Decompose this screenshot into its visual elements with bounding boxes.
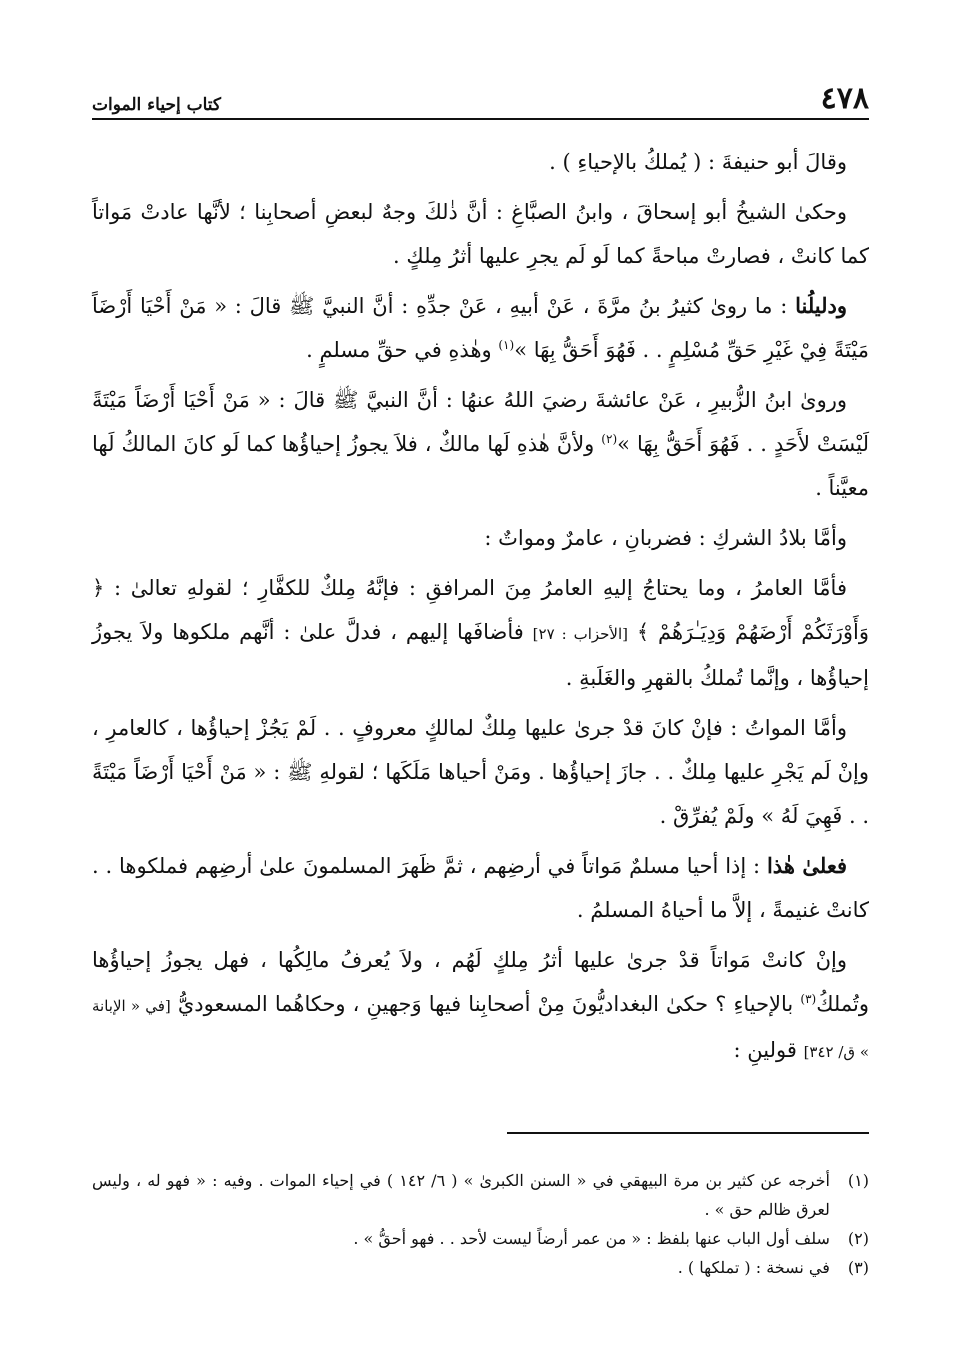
page-header <box>92 80 869 120</box>
footnote-ref: (١) <box>498 338 515 352</box>
footnote-number: (١) <box>847 1171 869 1190</box>
footnote-text: سلف أول الباب عنها بلفظ : « من عمر أرضاً ليست لأحد . . فهو أحقُّ » . <box>353 1229 830 1248</box>
footnote-divider <box>507 1132 869 1134</box>
footnote-ref: (٢) <box>601 432 618 446</box>
footnote <box>92 1224 869 1253</box>
footnote <box>92 1166 869 1224</box>
paragraph: فعلىٰ هٰذا : إذا أحيا مسلمٌ مَواتاً في أرضِهم ، ثمَّ ظَهرَ المسلمونَ علىٰ أرضِهم فملكوها . . كانتْ غنيمةً ، إلاَّ ما أحياهُ المسلمُ . <box>92 853 869 922</box>
editor-bracket: [في « الإبانة » ق/ ٣٤٢] <box>92 997 869 1061</box>
page-number: ٤٧٨ <box>820 81 869 116</box>
paragraph: وأمَّا بلادُ الشركِ : فضربانِ ، عامرٌ ومواتٌ : <box>484 526 847 550</box>
footnote-text: أخرجه عن كثير بن مرة البيهقي في « السنن الكبرىٰ » ( ٦/ ١٤٢ ) في إحياء الموات . وفيه : « فهو له ، وليس لعرق ظالم حق » . <box>92 1171 830 1219</box>
paragraph: وروىٰ ابنُ الزُّبيرِ ، عَنْ عائشةَ رضيَ اللهُ عنهُا : أنَّ النبيَّ ﷺ قالَ : « مَنْ أَحْيَا أَرْضَاً مَيْتَةً لَيْسَتْ لأَحَدٍ . . فَهُوَ أَحَقُّ بِهَا »$^{(٢)}$ ولأنَّ هٰذهِ لَها مالكٌ ، فلاَ يجوزُ إحياؤُها كما لَو كانَ المالكُ لَها معيَّناً . <box>92 388 869 500</box>
bold-lead: ودليلُنا <box>795 293 847 318</box>
footnote-number: (٢) <box>847 1229 869 1248</box>
paragraph: ودليلُنا : ما روىٰ كثيرُ بنُ مرَّةَ ، عَنْ أبيهِ ، عَنْ جدِّهِ : أنَّ النبيَّ ﷺ قالَ : « مَنْ أَحْيَا أَرْضَاً مَيْتَةً فِيْ غَيْرِ حَقِّ مُسْلِمٍ . . فَهُوَ أَحَقُّ بِهَا »$^{(١)}$ وهٰذهِ في حقِّ مسلمٍ . <box>92 293 869 362</box>
footnote-ref: (٣) <box>800 992 817 1006</box>
paragraph: وإنْ كانتْ مَواتاً قدْ جرىٰ عليها أثرُ مِلكٍ لَهُم ، ولاَ يُعرفُ مالِكُها ، فهل يجوزُ إحياؤُها وتُملكُ$^{(٣)}$ بالإحياءِ ؟ حكىٰ البغداديُّونَ مِنْ أصحابِنا فيها وَجهينِ ، وحكاهُما المسعوديُّ [في « الإبانة » ق/ ٣٤٢] قولينِ : <box>92 948 869 1062</box>
main-text <box>92 140 869 1080</box>
bold-lead: فعلىٰ هٰذا <box>766 853 847 878</box>
footnote-text: في نسخة : ( تملكها ) . <box>677 1258 830 1277</box>
footnote-number: (٣) <box>847 1258 869 1277</box>
paragraph: وأمَّا المواتُ : فإنْ كانَ قدْ جرىٰ عليها مِلكٌ لمالكٍ معروفٍ . . لَمْ يَجُزْ إحياؤُها ، كالعامرِ ، وإنْ لَم يَجْرِ عليها مِلكٌ . . جازَ إحياؤُها . ومَنْ أحياها مَلَكَها ؛ لقولهِ ﷺ : « مَنْ أَحْيَا أَرْضَاً مَيْتَةً . . فَهِيَ لَهُ » ولَمْ يُفرِّقْ . <box>92 716 869 828</box>
footnote <box>92 1253 869 1282</box>
footnotes <box>92 1166 869 1282</box>
paragraph: وحكىٰ الشيخُ أبو إسحاقَ ، وابنُ الصبَّاغِ : أنَّ ذٰلكَ وجهٌ لبعضِ أصحابِنا ؛ لأنَّها عادتْ مَواتاً كما كانتْ ، فصارتْ مباحةً كما لَو لَم يجرِ عليها أثرُ مِلكٍ . <box>92 200 869 268</box>
verse-reference: [الأحزاب : ٢٧] <box>532 625 628 643</box>
paragraph: فأمَّا العامرُ ، وما يحتاجُ إليهِ العامرُ مِنَ المرافقِ : فإنَّهُ مِلكٌ للكفَّارِ ؛ لقولهِ تعالىٰ : ﴿ وَأَوْرَثَكُمْ أَرْضَهُمْ وَدِيَـٰرَهُمْ ﴾ [الأحزاب : ٢٧] فأضافَها إليهم ، فدلَّ علىٰ : أنَّهم ملكوها ولاَ يجوزُ إحياؤُها ، وإنَّما تُملكُ بالقهرِ والغَلَبةِ . <box>92 576 869 690</box>
running-title: كتاب إحياء الموات <box>92 95 222 115</box>
paragraph: وقالَ أبو حنيفةَ : ( يُملكُ بالإحياءِ ) . <box>549 150 847 174</box>
